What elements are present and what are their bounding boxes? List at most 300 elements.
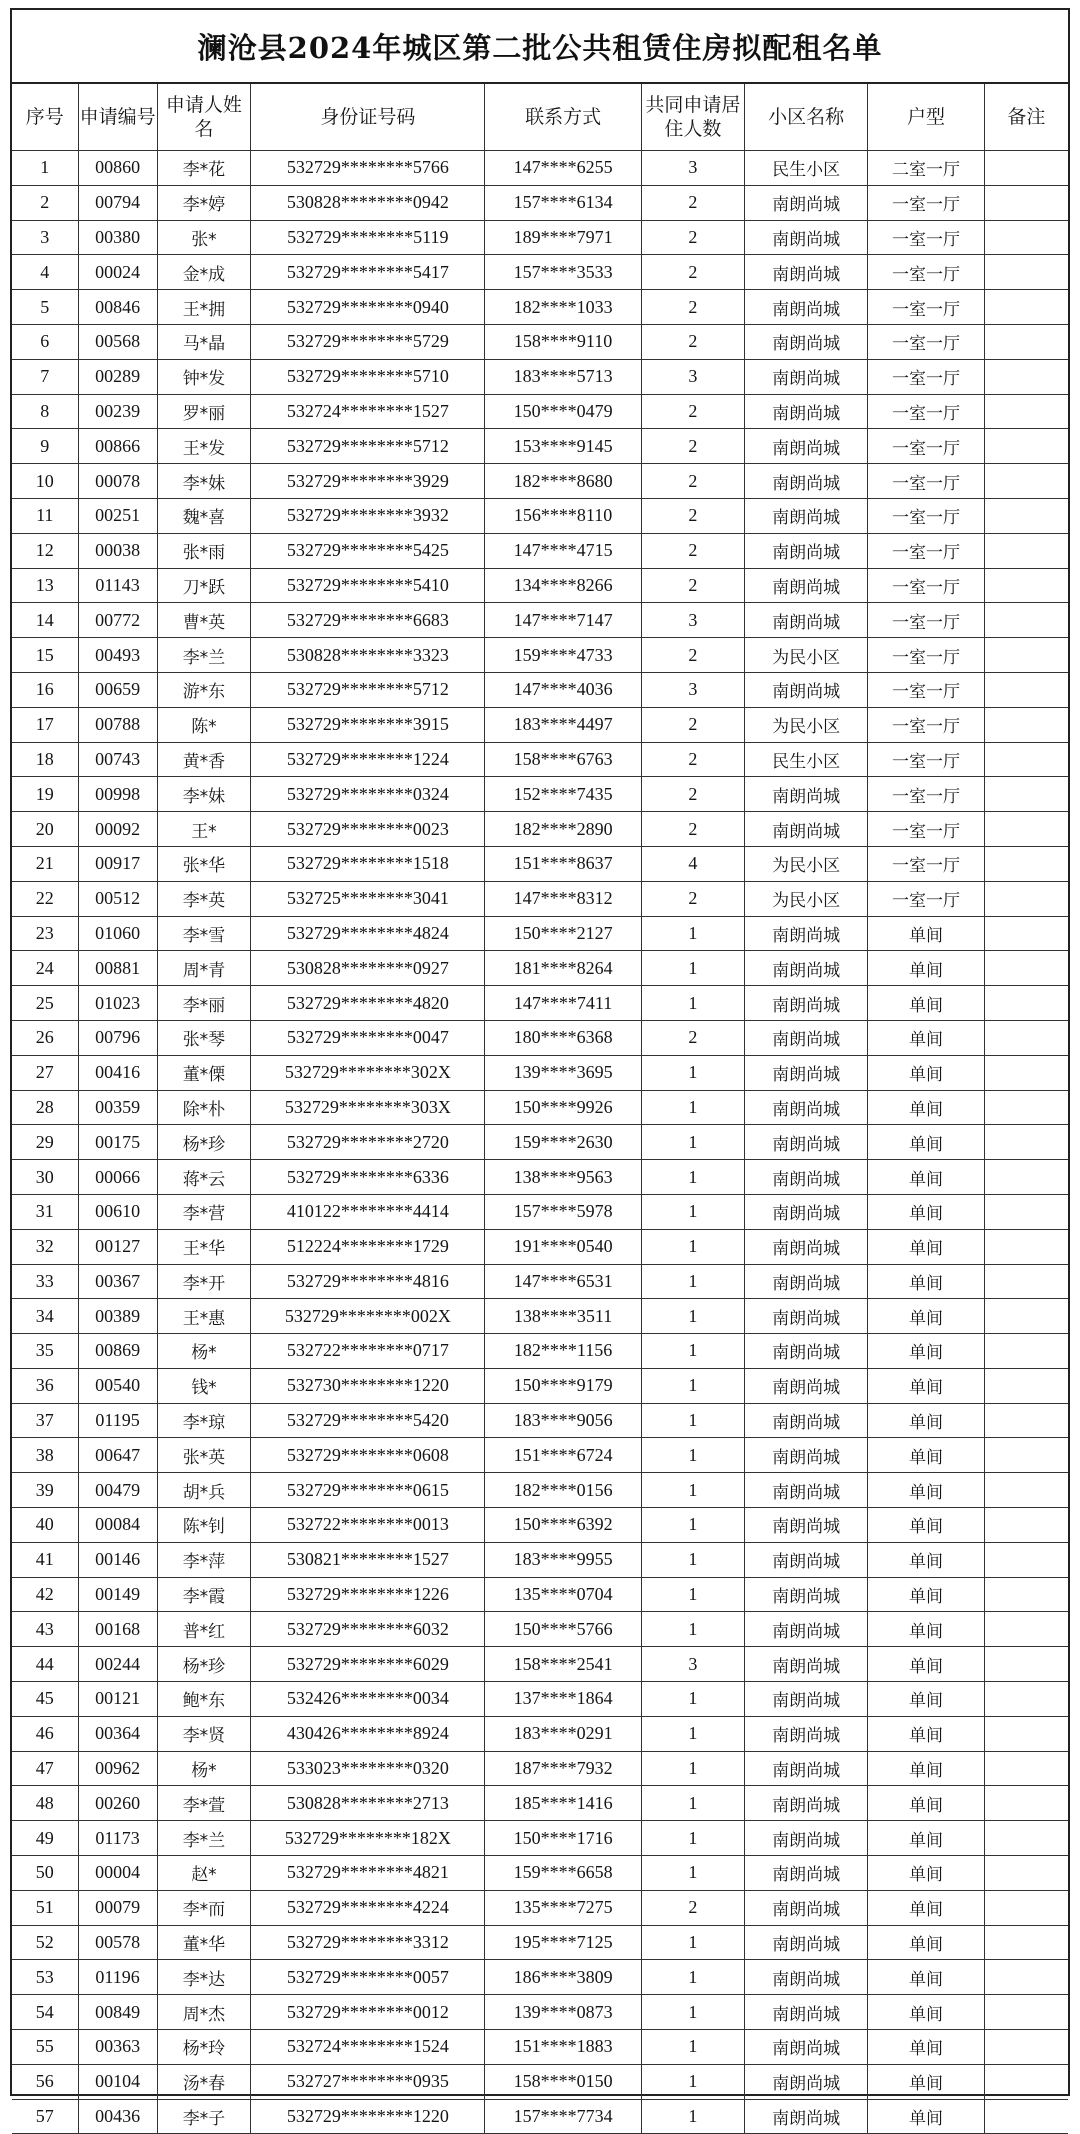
- cell-community: 南朗尚城: [745, 1786, 868, 1821]
- cell-unit-type: 一室一厅: [868, 812, 985, 847]
- table-row: [12, 1716, 1068, 1751]
- table-row: [12, 1508, 1068, 1543]
- cell-community: 南朗尚城: [745, 2099, 868, 2134]
- cell-community: 南朗尚城: [745, 1090, 868, 1125]
- cell-unit-type: 单间: [868, 1751, 985, 1786]
- cell-remarks: [984, 1786, 1068, 1821]
- cell-unit-type: 单间: [868, 1786, 985, 1821]
- cell-seq: 23: [12, 916, 78, 951]
- cell-community: 南朗尚城: [745, 1508, 868, 1543]
- table-row: [12, 185, 1068, 220]
- cell-phone: 150****2127: [485, 916, 641, 951]
- cell-remarks: [984, 2099, 1068, 2134]
- cell-household-size: 1: [641, 1299, 744, 1334]
- cell-app-no: 00743: [78, 742, 157, 777]
- cell-name: 李*兰: [157, 638, 251, 673]
- cell-app-no: 00079: [78, 1890, 157, 1925]
- cell-id-number: 532729********5417: [251, 255, 485, 290]
- cell-remarks: [984, 1403, 1068, 1438]
- cell-unit-type: 一室一厅: [868, 359, 985, 394]
- cell-name: 李*雪: [157, 916, 251, 951]
- cell-unit-type: 二室一厅: [868, 151, 985, 186]
- cell-name: 陈*: [157, 707, 251, 742]
- cell-name: 李*贤: [157, 1716, 251, 1751]
- cell-phone: 138****9563: [485, 1160, 641, 1195]
- cell-id-number: 532729********4224: [251, 1890, 485, 1925]
- cell-seq: 16: [12, 672, 78, 707]
- cell-remarks: [984, 1647, 1068, 1682]
- cell-phone: 189****7971: [485, 220, 641, 255]
- cell-seq: 26: [12, 1020, 78, 1055]
- cell-community: 南朗尚城: [745, 394, 868, 429]
- cell-app-no: 00146: [78, 1542, 157, 1577]
- cell-household-size: 1: [641, 1612, 744, 1647]
- cell-phone: 156****8110: [485, 498, 641, 533]
- cell-remarks: [984, 290, 1068, 325]
- cell-community: 南朗尚城: [745, 220, 868, 255]
- cell-seq: 51: [12, 1890, 78, 1925]
- cell-remarks: [984, 672, 1068, 707]
- cell-community: 南朗尚城: [745, 185, 868, 220]
- cell-household-size: 1: [641, 1194, 744, 1229]
- cell-seq: 31: [12, 1194, 78, 1229]
- cell-phone: 182****8680: [485, 464, 641, 499]
- cell-id-number: 532729********5119: [251, 220, 485, 255]
- cell-remarks: [984, 1542, 1068, 1577]
- cell-app-no: 00149: [78, 1577, 157, 1612]
- cell-seq: 57: [12, 2099, 78, 2134]
- cell-seq: 20: [12, 812, 78, 847]
- cell-household-size: 2: [641, 568, 744, 603]
- cell-community: 南朗尚城: [745, 1821, 868, 1856]
- cell-seq: 42: [12, 1577, 78, 1612]
- cell-remarks: [984, 429, 1068, 464]
- cell-seq: 15: [12, 638, 78, 673]
- cell-seq: 18: [12, 742, 78, 777]
- cell-app-no: 00104: [78, 2064, 157, 2099]
- cell-phone: 186****3809: [485, 1960, 641, 1995]
- cell-seq: 50: [12, 1856, 78, 1891]
- cell-unit-type: 一室一厅: [868, 603, 985, 638]
- cell-community: 南朗尚城: [745, 812, 868, 847]
- table-row: [12, 1995, 1068, 2030]
- cell-app-no: 00364: [78, 1716, 157, 1751]
- cell-community: 南朗尚城: [745, 1020, 868, 1055]
- cell-id-number: 533023********0320: [251, 1751, 485, 1786]
- cell-phone: 158****0150: [485, 2064, 641, 2099]
- cell-unit-type: 单间: [868, 1125, 985, 1160]
- cell-phone: 147****4036: [485, 672, 641, 707]
- cell-household-size: 2: [641, 1890, 744, 1925]
- cell-name: 杨*玲: [157, 2030, 251, 2065]
- cell-app-no: 00363: [78, 2030, 157, 2065]
- document-sheet: [10, 8, 1070, 2130]
- cell-community: 南朗尚城: [745, 2030, 868, 2065]
- cell-name: 李*妹: [157, 777, 251, 812]
- table-row: [12, 533, 1068, 568]
- cell-phone: 159****4733: [485, 638, 641, 673]
- cell-remarks: [984, 1473, 1068, 1508]
- cell-community: 南朗尚城: [745, 568, 868, 603]
- cell-remarks: [984, 812, 1068, 847]
- cell-name: 张*雨: [157, 533, 251, 568]
- cell-household-size: 1: [641, 1995, 744, 2030]
- cell-name: 李*花: [157, 151, 251, 186]
- cell-community: 南朗尚城: [745, 255, 868, 290]
- cell-community: 南朗尚城: [745, 1264, 868, 1299]
- cell-household-size: 1: [641, 1090, 744, 1125]
- cell-app-no: 00772: [78, 603, 157, 638]
- cell-household-size: 1: [641, 1473, 744, 1508]
- cell-remarks: [984, 951, 1068, 986]
- table-row: [12, 1821, 1068, 1856]
- cell-unit-type: 一室一厅: [868, 707, 985, 742]
- cell-household-size: 2: [641, 185, 744, 220]
- cell-remarks: [984, 220, 1068, 255]
- cell-app-no: 01060: [78, 916, 157, 951]
- cell-remarks: [984, 2030, 1068, 2065]
- cell-community: 为民小区: [745, 881, 868, 916]
- cell-seq: 55: [12, 2030, 78, 2065]
- table-row: [12, 1960, 1068, 1995]
- cell-name: 李*妹: [157, 464, 251, 499]
- table-row: [12, 498, 1068, 533]
- cell-remarks: [984, 916, 1068, 951]
- cell-app-no: 00175: [78, 1125, 157, 1160]
- cell-seq: 7: [12, 359, 78, 394]
- cell-name: 王*惠: [157, 1299, 251, 1334]
- cell-unit-type: 单间: [868, 1925, 985, 1960]
- cell-remarks: [984, 464, 1068, 499]
- cell-seq: 21: [12, 846, 78, 881]
- cell-id-number: 532729********5410: [251, 568, 485, 603]
- table-row: [12, 290, 1068, 325]
- cell-unit-type: 一室一厅: [868, 290, 985, 325]
- table-row: [12, 1647, 1068, 1682]
- cell-unit-type: 单间: [868, 951, 985, 986]
- cell-name: 李*兰: [157, 1821, 251, 1856]
- cell-seq: 2: [12, 185, 78, 220]
- cell-household-size: 1: [641, 1229, 744, 1264]
- cell-household-size: 1: [641, 1542, 744, 1577]
- cell-unit-type: 一室一厅: [868, 464, 985, 499]
- cell-community: 南朗尚城: [745, 1890, 868, 1925]
- cell-id-number: 430426********8924: [251, 1716, 485, 1751]
- table-body: [12, 151, 1068, 2134]
- cell-phone: 151****1883: [485, 2030, 641, 2065]
- cell-household-size: 1: [641, 986, 744, 1021]
- cell-community: 南朗尚城: [745, 1403, 868, 1438]
- cell-id-number: 532729********5710: [251, 359, 485, 394]
- cell-unit-type: 单间: [868, 1229, 985, 1264]
- cell-unit-type: 单间: [868, 1194, 985, 1229]
- cell-id-number: 532724********1527: [251, 394, 485, 429]
- cell-seq: 17: [12, 707, 78, 742]
- cell-phone: 157****7734: [485, 2099, 641, 2134]
- cell-name: 赵*: [157, 1856, 251, 1891]
- table-row: [12, 1856, 1068, 1891]
- cell-community: 南朗尚城: [745, 1368, 868, 1403]
- cell-seq: 53: [12, 1960, 78, 1995]
- cell-household-size: 1: [641, 1716, 744, 1751]
- cell-remarks: [984, 1229, 1068, 1264]
- cell-remarks: [984, 151, 1068, 186]
- cell-community: 南朗尚城: [745, 1473, 868, 1508]
- cell-phone: 147****8312: [485, 881, 641, 916]
- table-row: [12, 255, 1068, 290]
- cell-unit-type: 单间: [868, 1020, 985, 1055]
- cell-name: 钟*发: [157, 359, 251, 394]
- cell-app-no: 00260: [78, 1786, 157, 1821]
- cell-unit-type: 一室一厅: [868, 394, 985, 429]
- cell-name: 普*红: [157, 1612, 251, 1647]
- cell-phone: 150****9926: [485, 1090, 641, 1125]
- cell-remarks: [984, 1716, 1068, 1751]
- cell-household-size: 2: [641, 777, 744, 812]
- table-row: [12, 429, 1068, 464]
- cell-phone: 147****6531: [485, 1264, 641, 1299]
- cell-name: 杨*: [157, 1751, 251, 1786]
- cell-unit-type: 单间: [868, 2030, 985, 2065]
- table-row: [12, 1438, 1068, 1473]
- cell-app-no: 00917: [78, 846, 157, 881]
- cell-unit-type: 单间: [868, 1612, 985, 1647]
- cell-name: 鲍*东: [157, 1682, 251, 1717]
- cell-app-no: 00244: [78, 1647, 157, 1682]
- cell-app-no: 00359: [78, 1090, 157, 1125]
- cell-app-no: 00121: [78, 1682, 157, 1717]
- cell-household-size: 2: [641, 707, 744, 742]
- cell-id-number: 532729********6029: [251, 1647, 485, 1682]
- cell-id-number: 532729********5425: [251, 533, 485, 568]
- cell-community: 南朗尚城: [745, 429, 868, 464]
- cell-id-number: 532729********1224: [251, 742, 485, 777]
- cell-phone: 180****6368: [485, 1020, 641, 1055]
- cell-community: 南朗尚城: [745, 916, 868, 951]
- cell-phone: 159****6658: [485, 1856, 641, 1891]
- cell-name: 张*琴: [157, 1020, 251, 1055]
- table-row: [12, 951, 1068, 986]
- cell-seq: 6: [12, 324, 78, 359]
- cell-unit-type: 一室一厅: [868, 533, 985, 568]
- cell-community: 为民小区: [745, 846, 868, 881]
- table-row: [12, 2030, 1068, 2065]
- cell-unit-type: 单间: [868, 1856, 985, 1891]
- cell-community: 南朗尚城: [745, 1995, 868, 2030]
- cell-community: 南朗尚城: [745, 777, 868, 812]
- cell-seq: 45: [12, 1682, 78, 1717]
- cell-id-number: 532722********0013: [251, 1508, 485, 1543]
- cell-community: 南朗尚城: [745, 1612, 868, 1647]
- cell-id-number: 532729********182X: [251, 1821, 485, 1856]
- cell-id-number: 530828********3323: [251, 638, 485, 673]
- cell-app-no: 00849: [78, 1995, 157, 2030]
- cell-remarks: [984, 568, 1068, 603]
- cell-name: 王*拥: [157, 290, 251, 325]
- cell-remarks: [984, 1890, 1068, 1925]
- cell-id-number: 532729********1518: [251, 846, 485, 881]
- cell-unit-type: 单间: [868, 1368, 985, 1403]
- cell-app-no: 00881: [78, 951, 157, 986]
- cell-app-no: 01173: [78, 1821, 157, 1856]
- cell-seq: 1: [12, 151, 78, 186]
- cell-phone: 147****6255: [485, 151, 641, 186]
- cell-phone: 150****1716: [485, 1821, 641, 1856]
- cell-unit-type: 一室一厅: [868, 846, 985, 881]
- table-row: [12, 603, 1068, 638]
- cell-app-no: 00998: [78, 777, 157, 812]
- cell-id-number: 532729********3915: [251, 707, 485, 742]
- cell-remarks: [984, 1925, 1068, 1960]
- table-row: [12, 1160, 1068, 1195]
- cell-community: 南朗尚城: [745, 1160, 868, 1195]
- cell-phone: 191****0540: [485, 1229, 641, 1264]
- cell-phone: 183****9955: [485, 1542, 641, 1577]
- cell-remarks: [984, 1612, 1068, 1647]
- cell-app-no: 00024: [78, 255, 157, 290]
- cell-unit-type: 单间: [868, 1960, 985, 1995]
- cell-app-no: 00004: [78, 1856, 157, 1891]
- cell-name: 杨*: [157, 1334, 251, 1369]
- cell-household-size: 1: [641, 2030, 744, 2065]
- table-row: [12, 742, 1068, 777]
- tenant-list-table: [12, 84, 1068, 2134]
- cell-id-number: 532729********3312: [251, 1925, 485, 1960]
- cell-id-number: 532729********5712: [251, 672, 485, 707]
- table-row: [12, 359, 1068, 394]
- cell-id-number: 532729********1226: [251, 1577, 485, 1612]
- cell-unit-type: 一室一厅: [868, 498, 985, 533]
- cell-household-size: 3: [641, 672, 744, 707]
- cell-household-size: 1: [641, 1438, 744, 1473]
- cell-seq: 54: [12, 1995, 78, 2030]
- table-row: [12, 1020, 1068, 1055]
- cell-name: 杨*珍: [157, 1125, 251, 1160]
- cell-household-size: 1: [641, 1821, 744, 1856]
- cell-name: 李*萍: [157, 1542, 251, 1577]
- cell-household-size: 2: [641, 324, 744, 359]
- cell-unit-type: 一室一厅: [868, 185, 985, 220]
- cell-unit-type: 单间: [868, 1821, 985, 1856]
- cell-name: 李*营: [157, 1194, 251, 1229]
- table-row: [12, 1125, 1068, 1160]
- cell-unit-type: 单间: [868, 1299, 985, 1334]
- cell-app-no: 01023: [78, 986, 157, 1021]
- cell-app-no: 00796: [78, 1020, 157, 1055]
- cell-remarks: [984, 1055, 1068, 1090]
- cell-phone: 153****9145: [485, 429, 641, 464]
- cell-community: 南朗尚城: [745, 603, 868, 638]
- cell-household-size: 2: [641, 464, 744, 499]
- cell-name: 曹*英: [157, 603, 251, 638]
- cell-remarks: [984, 2064, 1068, 2099]
- cell-seq: 39: [12, 1473, 78, 1508]
- cell-remarks: [984, 324, 1068, 359]
- cell-name: 游*东: [157, 672, 251, 707]
- cell-seq: 40: [12, 1508, 78, 1543]
- cell-id-number: 532729********4820: [251, 986, 485, 1021]
- cell-seq: 12: [12, 533, 78, 568]
- cell-name: 刀*跃: [157, 568, 251, 603]
- cell-remarks: [984, 986, 1068, 1021]
- cell-unit-type: 单间: [868, 1473, 985, 1508]
- cell-id-number: 532729********0012: [251, 1995, 485, 2030]
- cell-seq: 44: [12, 1647, 78, 1682]
- cell-household-size: 2: [641, 533, 744, 568]
- cell-phone: 183****0291: [485, 1716, 641, 1751]
- cell-remarks: [984, 1264, 1068, 1299]
- cell-app-no: 00493: [78, 638, 157, 673]
- cell-seq: 37: [12, 1403, 78, 1438]
- cell-remarks: [984, 1160, 1068, 1195]
- cell-phone: 137****1864: [485, 1682, 641, 1717]
- cell-unit-type: 一室一厅: [868, 255, 985, 290]
- cell-app-no: 01143: [78, 568, 157, 603]
- cell-app-no: 00416: [78, 1055, 157, 1090]
- cell-app-no: 00479: [78, 1473, 157, 1508]
- cell-community: 民生小区: [745, 151, 868, 186]
- cell-name: 魏*喜: [157, 498, 251, 533]
- table-row: [12, 1925, 1068, 1960]
- cell-id-number: 530828********0942: [251, 185, 485, 220]
- cell-app-no: 00066: [78, 1160, 157, 1195]
- cell-phone: 134****8266: [485, 568, 641, 603]
- cell-id-number: 532729********5420: [251, 1403, 485, 1438]
- table-row: [12, 881, 1068, 916]
- cell-remarks: [984, 1995, 1068, 2030]
- cell-id-number: 532729********6032: [251, 1612, 485, 1647]
- cell-phone: 158****6763: [485, 742, 641, 777]
- cell-household-size: 2: [641, 394, 744, 429]
- cell-unit-type: 单间: [868, 986, 985, 1021]
- cell-id-number: 532725********3041: [251, 881, 485, 916]
- cell-household-size: 2: [641, 220, 744, 255]
- cell-community: 南朗尚城: [745, 672, 868, 707]
- cell-household-size: 1: [641, 1125, 744, 1160]
- cell-id-number: 532722********0717: [251, 1334, 485, 1369]
- cell-remarks: [984, 1682, 1068, 1717]
- column-header-app-no: 申请编号: [78, 84, 157, 151]
- cell-app-no: 00289: [78, 359, 157, 394]
- cell-id-number: 532727********0935: [251, 2064, 485, 2099]
- cell-seq: 22: [12, 881, 78, 916]
- table-row: [12, 986, 1068, 1021]
- cell-phone: 182****2890: [485, 812, 641, 847]
- cell-household-size: 1: [641, 1334, 744, 1369]
- cell-app-no: 00251: [78, 498, 157, 533]
- cell-seq: 38: [12, 1438, 78, 1473]
- cell-community: 南朗尚城: [745, 1299, 868, 1334]
- cell-seq: 9: [12, 429, 78, 464]
- cell-phone: 151****8637: [485, 846, 641, 881]
- cell-phone: 139****0873: [485, 1995, 641, 2030]
- cell-unit-type: 单间: [868, 1264, 985, 1299]
- cell-phone: 147****7411: [485, 986, 641, 1021]
- cell-id-number: 532729********4816: [251, 1264, 485, 1299]
- cell-community: 南朗尚城: [745, 324, 868, 359]
- table-row: [12, 1090, 1068, 1125]
- cell-community: 南朗尚城: [745, 1925, 868, 1960]
- table-row: [12, 1229, 1068, 1264]
- cell-name: 汤*春: [157, 2064, 251, 2099]
- cell-seq: 14: [12, 603, 78, 638]
- cell-name: 张*英: [157, 1438, 251, 1473]
- column-header-household-size: 共同申请居住人数: [641, 84, 744, 151]
- cell-seq: 49: [12, 1821, 78, 1856]
- cell-household-size: 1: [641, 1925, 744, 1960]
- table-row: [12, 777, 1068, 812]
- table-row: [12, 1612, 1068, 1647]
